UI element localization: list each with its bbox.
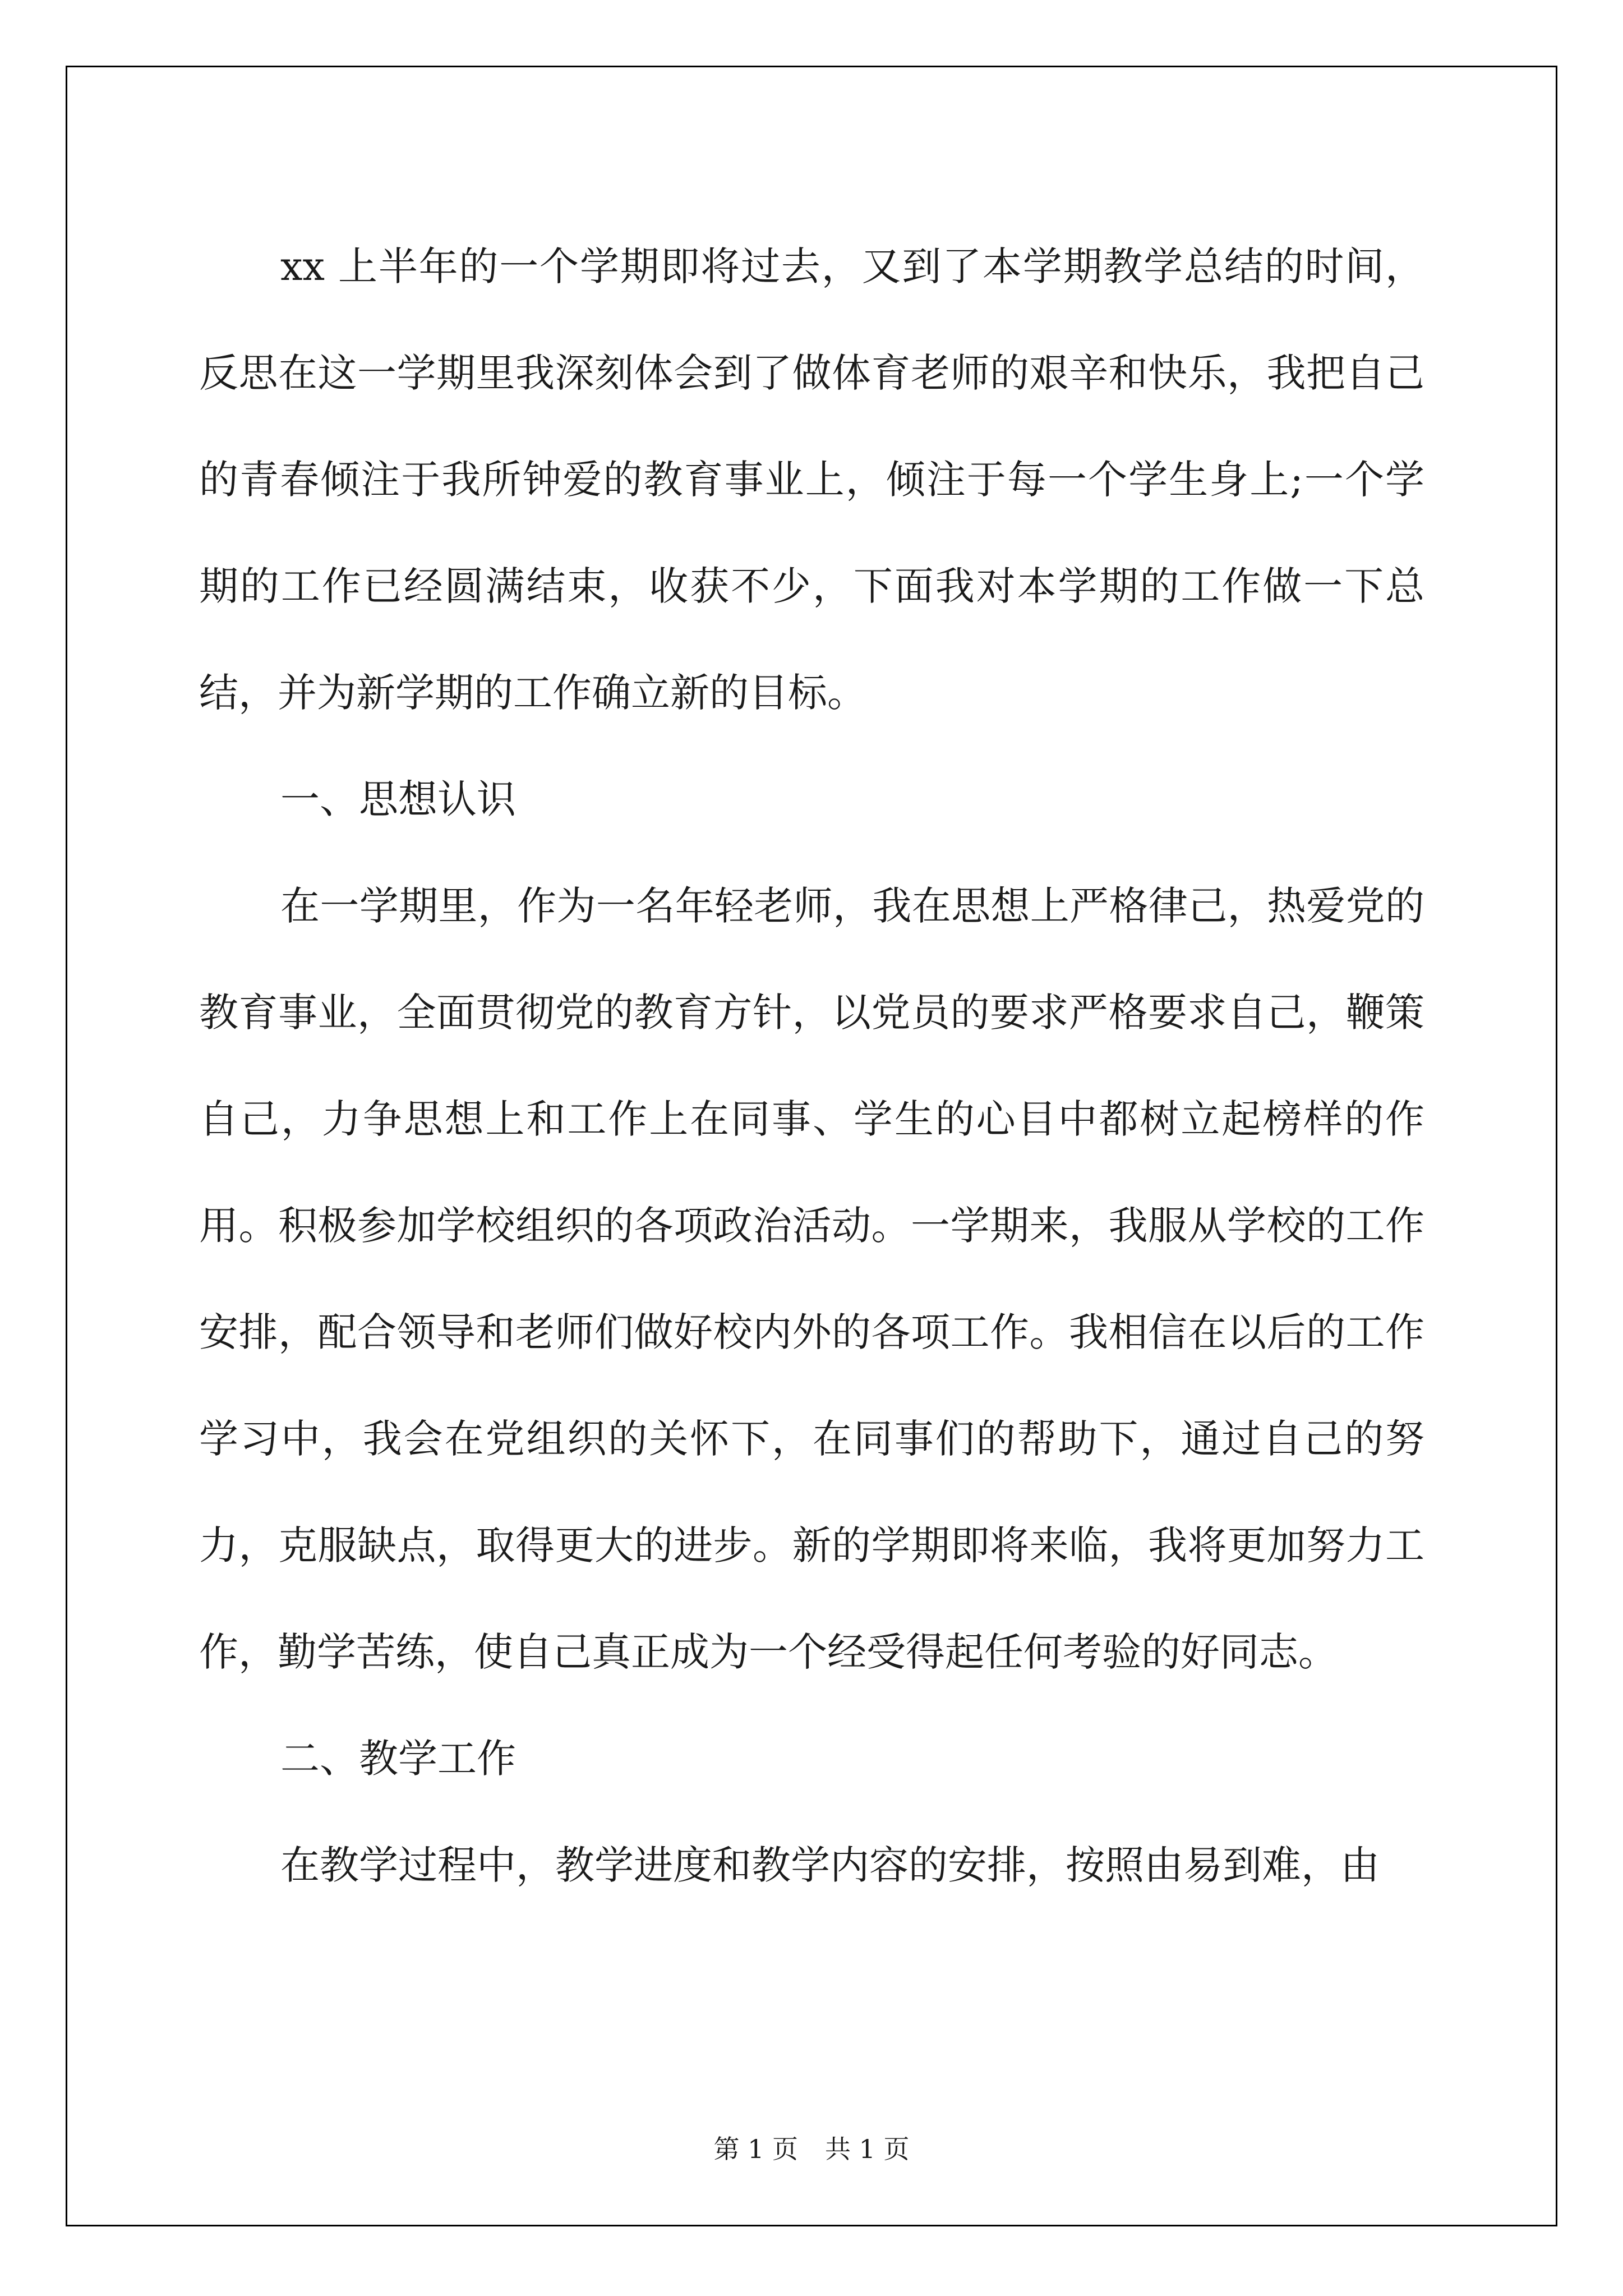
document-body [199, 213, 1424, 1918]
section-heading-thought: 一、思想认识 [280, 776, 516, 822]
thought-paragraph: 在一学期里，作为一名年轻老师，我在思想上严格律己，热爱党的教育事业，全面贯彻党的教育方针，以党员的要求严格要求自己，鞭策自己，力争思想上和工作上在同事、学生的心目中都树立起榜样的作用。积极参加学校组织的各项政治活动。一学期来，我服从学校的工作安排，配合领导和老师们做好校内外的各项工作。我相信在以后的工作学习中，我会在党组织的关怀下，在同事们的帮助下，通过自己的努力，克服缺点，取得更大的进步。新的学期即将来临，我将更加努力工作，勤学苦练，使自己真正成为一个经受得起任何考验的好同志。 [199, 883, 1424, 1675]
intro-paragraph: xx 上半年的一个学期即将过去，又到了本学期教学总结的时间，反思在这一学期里我深刻体会到了做体育老师的艰辛和快乐，我把自己的青春倾注于我所钟爱的教育事业上，倾注于每一个学生身上;一个学期的工作已经圆满结束，收获不少，下面我对本学期的工作做一下总结，并为新学期的工作确立新的目标。 [199, 243, 1424, 716]
section-heading-teaching: 二、教学工作 [280, 1736, 516, 1782]
page-total: 共 1 页 [825, 2134, 910, 2164]
teaching-paragraph: 在教学过程中，教学进度和教学内容的安排，按照由易到难，由 [280, 1842, 1380, 1888]
page-number: 第 1 页 [713, 2134, 798, 2164]
page-footer [0, 2129, 1623, 2166]
